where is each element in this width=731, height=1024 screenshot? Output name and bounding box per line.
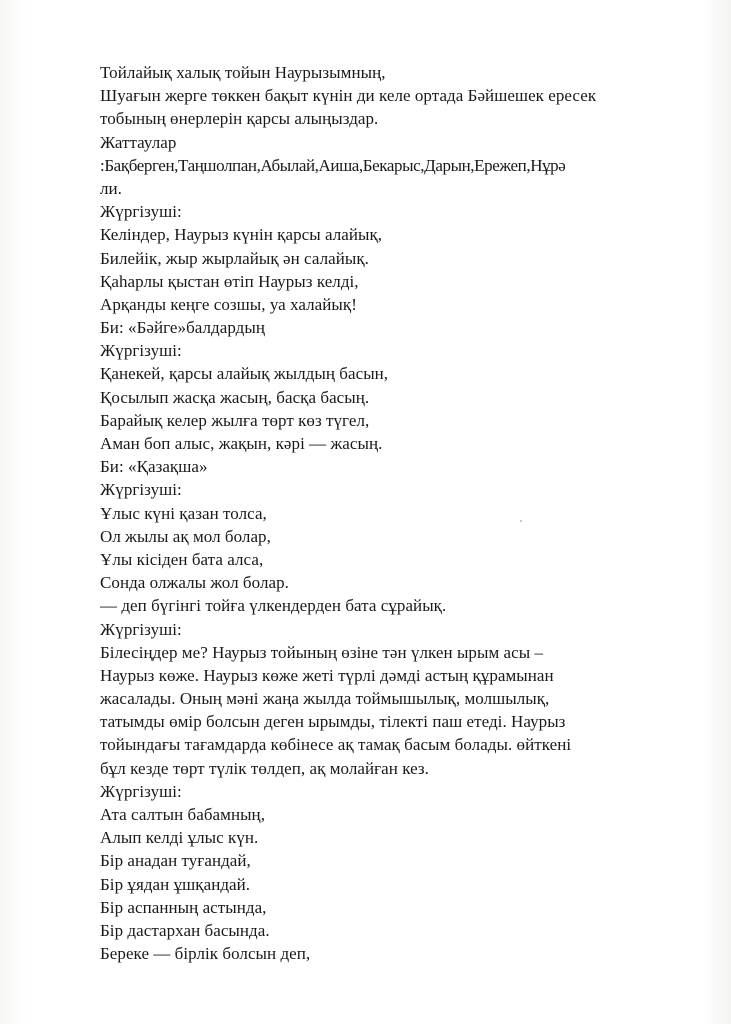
- document-text: [100, 61, 700, 965]
- text-line: Қаһарлы қыстан өтіп Наурыз келді,: [100, 271, 359, 291]
- text-line: Бір аспанның астында,: [100, 897, 267, 917]
- speaker-label: Жүргізуші:: [100, 480, 182, 500]
- text-line: Бір анадан туғандай,: [100, 851, 251, 871]
- dance-label: Би: «Қазақша»: [100, 457, 208, 477]
- text-line: Бір ұядан ұшқандай.: [100, 874, 251, 894]
- text-line: тойындағы тағамдарда көбінесе ақ тамақ басым болады. өйткені: [100, 735, 572, 755]
- text-line: Шуағын жерге төккен бақыт күнін ди келе ортада Бәйшешек ересек: [100, 86, 597, 106]
- text-line: Береке — бірлік болсын деп,: [100, 944, 311, 964]
- text-line: Тойлайық халық тойын Наурызымның,: [100, 63, 386, 82]
- text-line: Білесіңдер ме? Наурыз тойының өзіне тән үлкен ырым асы –: [100, 642, 544, 662]
- dance-label: Би: «Бәйге»балдардың: [100, 318, 265, 338]
- text-line: Ұлы кісіден бата алса,: [100, 549, 264, 569]
- text-line: тобының өнерлерін қарсы алыңыздар.: [100, 109, 379, 129]
- speaker-label: Жүргізуші:: [100, 619, 182, 639]
- scan-speck: [520, 520, 522, 522]
- speaker-label: Жүргізуші:: [100, 781, 182, 801]
- text-line: Аман боп алыс, жақын, кәрі — жасың.: [100, 434, 383, 453]
- text-line: Алып келді ұлыс күн.: [100, 828, 259, 848]
- text-line: :Бақберген,Таңшолпан,Абылай,Аиша,Бекарыс,Дарын,Ережеп,Нұрә: [100, 155, 566, 175]
- text-line: Қосылып жасқа жасың, басқа басың.: [100, 387, 370, 407]
- text-line: Наурыз көже. Наурыз көже жеті түрлі дәмді астың құрамынан: [100, 665, 554, 685]
- speaker-label: Жүргізуші:: [100, 202, 182, 222]
- text-line: Барайық келер жылға төрт көз түгел,: [100, 410, 370, 430]
- text-line: жасалады. Оның мәні жаңа жылда тоймышылық, молшылық,: [100, 689, 550, 709]
- text-line: Ол жылы ақ мол болар,: [100, 526, 271, 546]
- text-line: Бір дастархан басында.: [100, 920, 270, 940]
- text-line: Келіндер, Наурыз күнін қарсы алайық,: [100, 225, 383, 245]
- speaker-label: Жүргізуші:: [100, 341, 182, 361]
- text-line: татымды өмір болсын деген ырымды, тілекті паш етеді. Наурыз: [100, 712, 566, 732]
- text-line: бұл кезде төрт түлік төлдеп, ақ молайған кез.: [100, 758, 429, 778]
- text-line: Сонда олжалы жол болар.: [100, 573, 289, 593]
- text-line: ли.: [100, 178, 122, 198]
- section-heading: Жаттаулар: [100, 132, 177, 152]
- text-line: Ұлыс күні қазан толса,: [100, 503, 267, 523]
- text-line: Арқанды кеңге созшы, уа халайық!: [100, 294, 357, 314]
- text-line: Билейік, жыр жырлайық ән салайық.: [100, 248, 369, 268]
- text-line: Ата салтын бабамның,: [100, 805, 266, 824]
- text-line: Қанекей, қарсы алайық жылдың басын,: [100, 364, 389, 384]
- text-line: — деп бүгінгі тойға үлкендерден бата сұрайық.: [100, 596, 447, 616]
